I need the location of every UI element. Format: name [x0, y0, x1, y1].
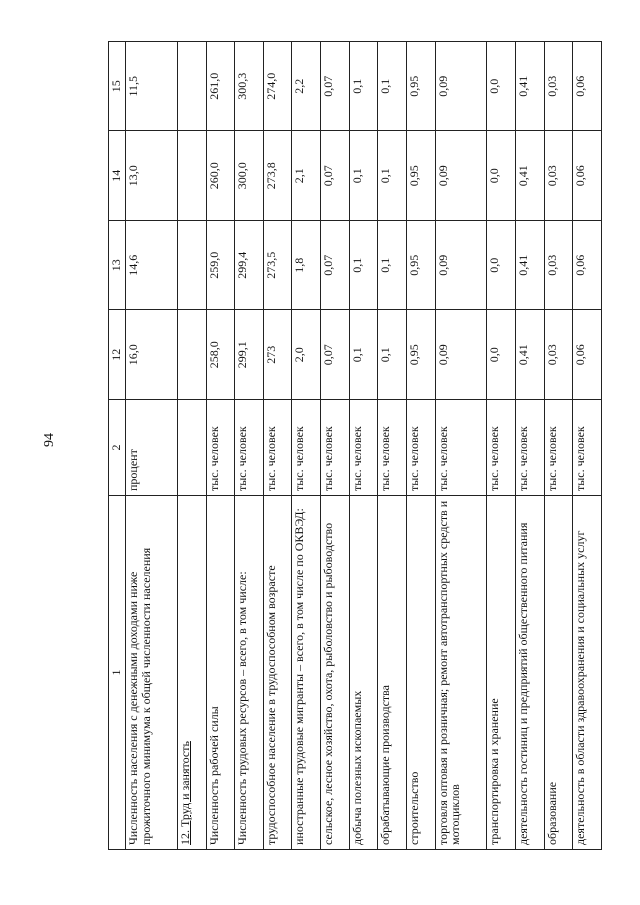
column-header: 14: [109, 131, 126, 221]
row-label: транспортировка и хранение: [487, 496, 516, 850]
table-cell: 0,1: [349, 221, 378, 311]
table-row: [487, 42, 516, 850]
table-cell-empty: [177, 400, 206, 496]
table-cell: 0,95: [406, 131, 435, 221]
row-unit: тыс. человек: [349, 400, 378, 496]
row-unit: тыс. человек: [321, 400, 350, 496]
table-cell: 0,07: [321, 310, 350, 400]
page-number: 94: [42, 433, 57, 447]
table-row: [378, 42, 407, 850]
table-row: [263, 42, 292, 850]
table-cell: 273,8: [263, 131, 292, 221]
table-cell: 0,1: [378, 310, 407, 400]
column-header: 1: [109, 496, 126, 850]
row-label: добыча полезных ископаемых: [349, 496, 378, 850]
rotated-table-container: [108, 42, 602, 850]
table-cell: 0,03: [544, 221, 573, 311]
row-label: сельское, лесное хозяйство, охота, рыболовство и рыбоводство: [321, 496, 350, 850]
table-cell: 0,06: [573, 310, 602, 400]
table-cell-empty: [177, 131, 206, 221]
row-unit: тыс. человек: [292, 400, 321, 496]
table-row: [292, 42, 321, 850]
row-label: деятельность в области здравоохранения и социальных услуг: [573, 496, 602, 850]
table-cell: 0,1: [349, 310, 378, 400]
table-cell: 0,41: [516, 310, 545, 400]
table-row: [235, 42, 264, 850]
table-cell: 0,1: [349, 131, 378, 221]
table-cell: 0,95: [406, 310, 435, 400]
row-unit: тыс. человек: [263, 400, 292, 496]
table-cell: 0,41: [516, 42, 545, 132]
row-label: деятельность гостиниц и предприятий общественного питания: [516, 496, 545, 850]
row-unit: тыс. человек: [235, 400, 264, 496]
table-cell: 2,1: [292, 131, 321, 221]
table-cell: 2,0: [292, 310, 321, 400]
table-row: [349, 42, 378, 850]
table-row: [206, 42, 235, 850]
row-label: Численность населения с денежными доходами ниже прожиточного минимума к общей численности населения: [126, 496, 178, 850]
table-row: [126, 42, 178, 850]
row-unit: тыс. человек: [487, 400, 516, 496]
section-heading-text: 12. Труд и занятость: [177, 741, 192, 845]
table-cell: 260,0: [206, 131, 235, 221]
row-label: торговля оптовая и розничная; ремонт автотранспортных средств и мотоциклов: [435, 496, 487, 850]
table-cell: 0,03: [544, 310, 573, 400]
table-cell: 299,4: [235, 221, 264, 311]
table-cell: 0,09: [435, 42, 487, 132]
table-cell: 0,1: [378, 131, 407, 221]
row-unit: тыс. человек: [435, 400, 487, 496]
table-cell: 0,09: [435, 310, 487, 400]
table-cell: 300,3: [235, 42, 264, 132]
row-unit: тыс. человек: [544, 400, 573, 496]
table-cell: 0,07: [321, 221, 350, 311]
table-cell: 273: [263, 310, 292, 400]
table-cell: 0,1: [349, 42, 378, 132]
column-header: 15: [109, 42, 126, 132]
table-header-row: [109, 42, 126, 850]
table-row: [435, 42, 487, 850]
section-heading: [177, 496, 206, 850]
table-row: [406, 42, 435, 850]
row-label: иностранные трудовые мигранты – всего, в том числе по ОКВЭД:: [292, 496, 321, 850]
row-label: Численность рабочей силы: [206, 496, 235, 850]
table-cell: 0,0: [487, 42, 516, 132]
row-label: образование: [544, 496, 573, 850]
table-cell: 0,06: [573, 42, 602, 132]
column-header: 12: [109, 310, 126, 400]
row-label: трудоспособное население в трудоспособном возрасте: [263, 496, 292, 850]
table-cell-empty: [177, 42, 206, 132]
section-row: [177, 42, 206, 850]
table-cell: 0,03: [544, 42, 573, 132]
table-cell: 0,1: [378, 221, 407, 311]
table-cell: 300,0: [235, 131, 264, 221]
row-label: обрабатывающие производства: [378, 496, 407, 850]
table-cell: 1,8: [292, 221, 321, 311]
table-cell: 0,06: [573, 221, 602, 311]
table-cell: 259,0: [206, 221, 235, 311]
table-row: [321, 42, 350, 850]
table-cell: 2,2: [292, 42, 321, 132]
row-unit: тыс. человек: [378, 400, 407, 496]
table-cell: 0,09: [435, 221, 487, 311]
table-row: [544, 42, 573, 850]
table-cell: 0,0: [487, 131, 516, 221]
table-cell: 16,0: [126, 310, 178, 400]
statistics-table: [108, 41, 602, 850]
table-cell: 261,0: [206, 42, 235, 132]
row-unit: процент: [126, 400, 178, 496]
table-cell: 0,0: [487, 310, 516, 400]
row-unit: тыс. человек: [406, 400, 435, 496]
row-unit: тыс. человек: [516, 400, 545, 496]
row-label: строительство: [406, 496, 435, 850]
table-row: [516, 42, 545, 850]
table-row: [573, 42, 602, 850]
table-cell-empty: [177, 221, 206, 311]
table-cell: 0,95: [406, 221, 435, 311]
table-cell: 274,0: [263, 42, 292, 132]
table-cell: 0,07: [321, 131, 350, 221]
row-unit: тыс. человек: [573, 400, 602, 496]
column-header: 13: [109, 221, 126, 311]
table-cell-empty: [177, 310, 206, 400]
table-cell: 0,95: [406, 42, 435, 132]
table-cell: 0,06: [573, 131, 602, 221]
table-cell: 0,1: [378, 42, 407, 132]
table-cell: 0,03: [544, 131, 573, 221]
table-cell: 14,6: [126, 221, 178, 311]
row-unit: тыс. человек: [206, 400, 235, 496]
table-cell: 299,1: [235, 310, 264, 400]
table-cell: 11,5: [126, 42, 178, 132]
table-cell: 13,0: [126, 131, 178, 221]
table-cell: 0,07: [321, 42, 350, 132]
table-cell: 0,09: [435, 131, 487, 221]
table-cell: 0,41: [516, 131, 545, 221]
table-cell: 273,5: [263, 221, 292, 311]
row-label: Численность трудовых ресурсов – всего, в том числе:: [235, 496, 264, 850]
table-cell: 0,41: [516, 221, 545, 311]
table-cell: 0,0: [487, 221, 516, 311]
table-cell: 258,0: [206, 310, 235, 400]
column-header: 2: [109, 400, 126, 496]
